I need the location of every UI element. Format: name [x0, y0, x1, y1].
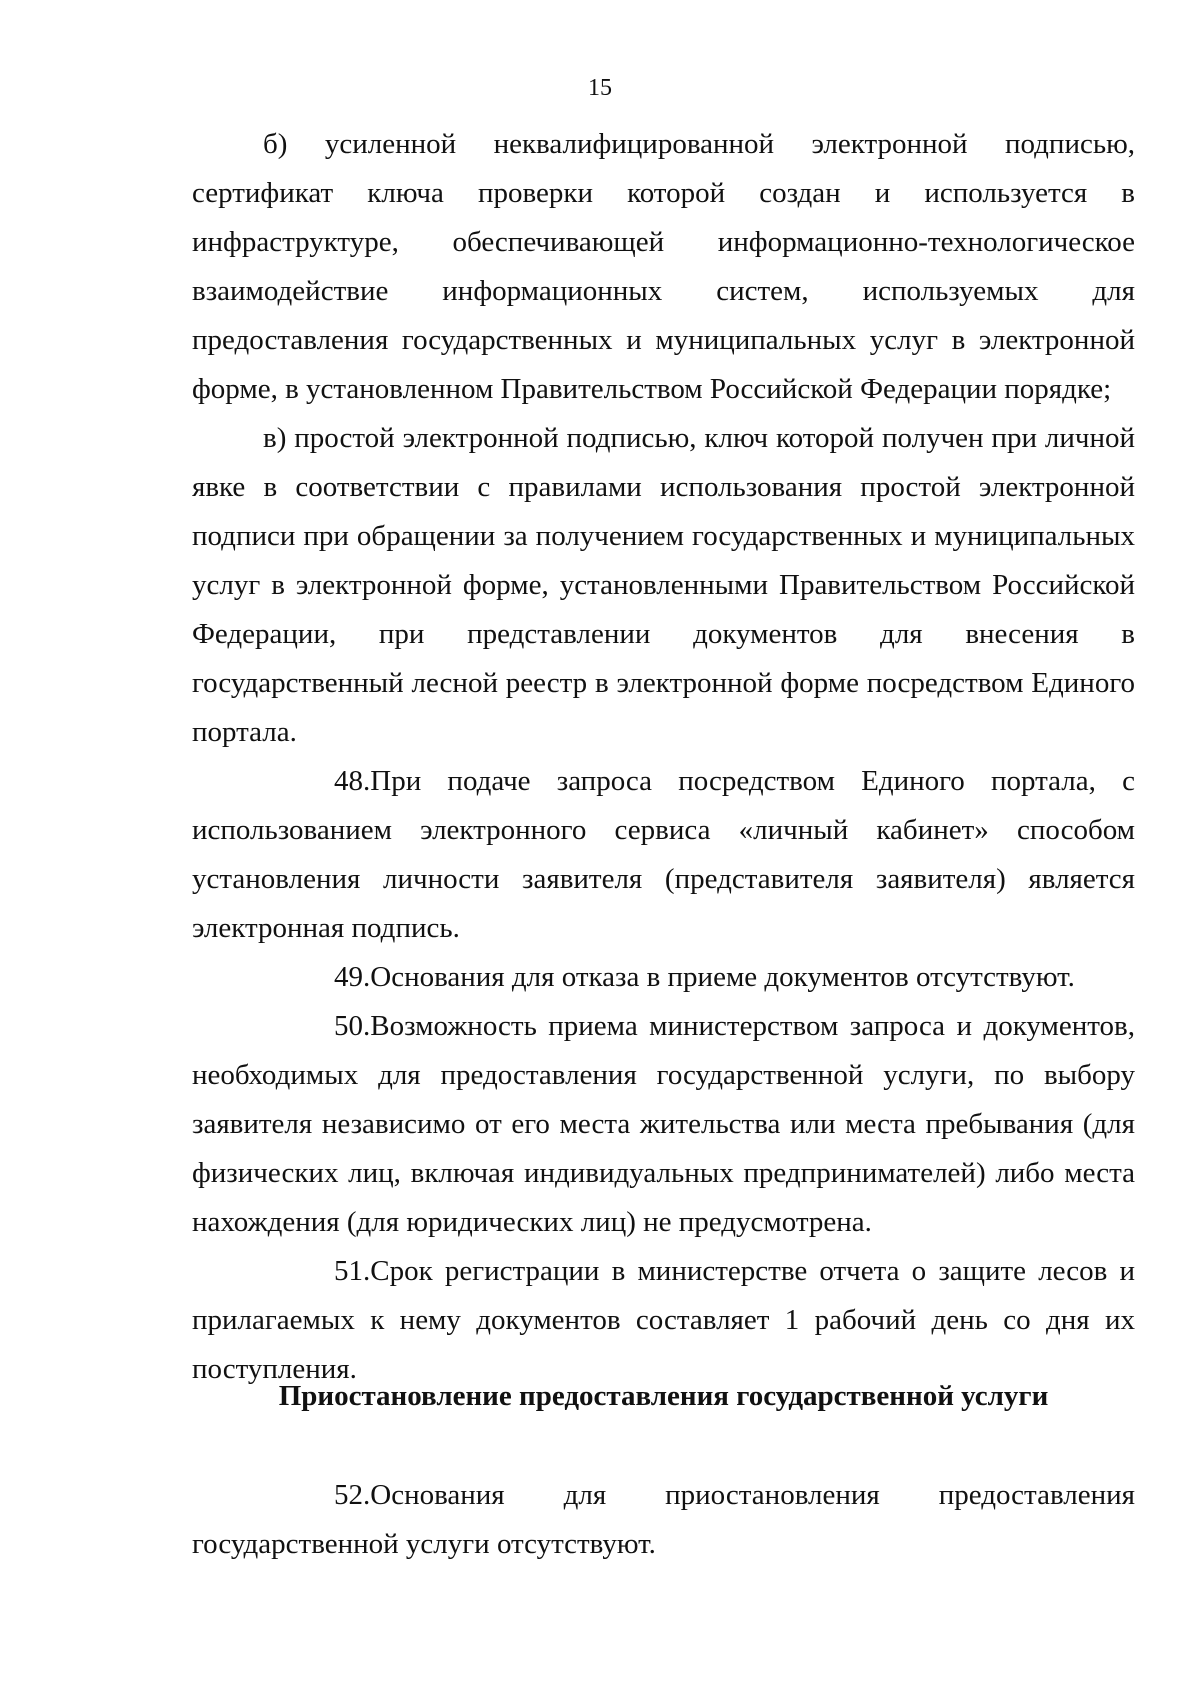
paragraph-text: При подаче запроса посредством Единого портала, с использованием электронного сервиса «личный кабинет» способом установления личности заявителя (представителя заявителя) является электронная подпись.	[192, 765, 1135, 944]
paragraph-text: Возможность приема министерством запроса и документов, необходимых для предоставления государственной услуги, по выбору заявителя независимо от его места жительства или места пребывания (для физических лиц, включая индивидуальных предпринимателей) либо места нахождения (для юридических лиц) не предусмотрена.	[192, 1010, 1135, 1238]
paragraph-number: 48.	[334, 765, 371, 797]
paragraph-number: 52.	[334, 1479, 371, 1511]
paragraph-v	[192, 414, 1135, 757]
paragraph-number: 50.	[334, 1010, 371, 1042]
paragraph-49	[192, 953, 1135, 1002]
paragraph-52	[192, 1471, 1135, 1569]
paragraph-text: в) простой электронной подписью, ключ которой получен при личной явке в соответствии с правилами использования простой электронной подписи при обращении за получением государственных и муниципальных услуг в электронной форме, установленными Правительством Российской Федерации, при представлении документов для внесения в государственный лесной реестр в электронной форме посредством Единого портала.	[192, 422, 1135, 748]
section-body	[192, 1471, 1135, 1569]
page-number: 15	[588, 75, 612, 101]
section-heading: Приостановление предоставления государственной услуги	[278, 1380, 1049, 1412]
paragraph-text: Основания для отказа в приеме документов отсутствуют.	[370, 961, 1075, 993]
paragraph-48	[192, 757, 1135, 953]
document-body	[192, 120, 1135, 1394]
paragraph-number: 51.	[334, 1255, 371, 1287]
paragraph-text: Срок регистрации в министерстве отчета о защите лесов и прилагаемых к нему документов составляет 1 рабочий день со дня их поступления.	[192, 1255, 1135, 1385]
paragraph-b	[192, 120, 1135, 414]
paragraph-text: б) усиленной неквалифицированной электронной подписью, сертификат ключа проверки которой создан и используется в инфраструктуре, обеспечивающей информационно-технологическое взаимодействие информационных систем, используемых для предоставления государственных и муниципальных услуг в электронной форме, в установленном Правительством Российской Федерации порядке;	[192, 128, 1135, 405]
paragraph-number: 49.	[334, 961, 371, 993]
paragraph-text: Основания для приостановления предоставления государственной услуги отсутствуют.	[192, 1479, 1135, 1560]
paragraph-50	[192, 1002, 1135, 1247]
